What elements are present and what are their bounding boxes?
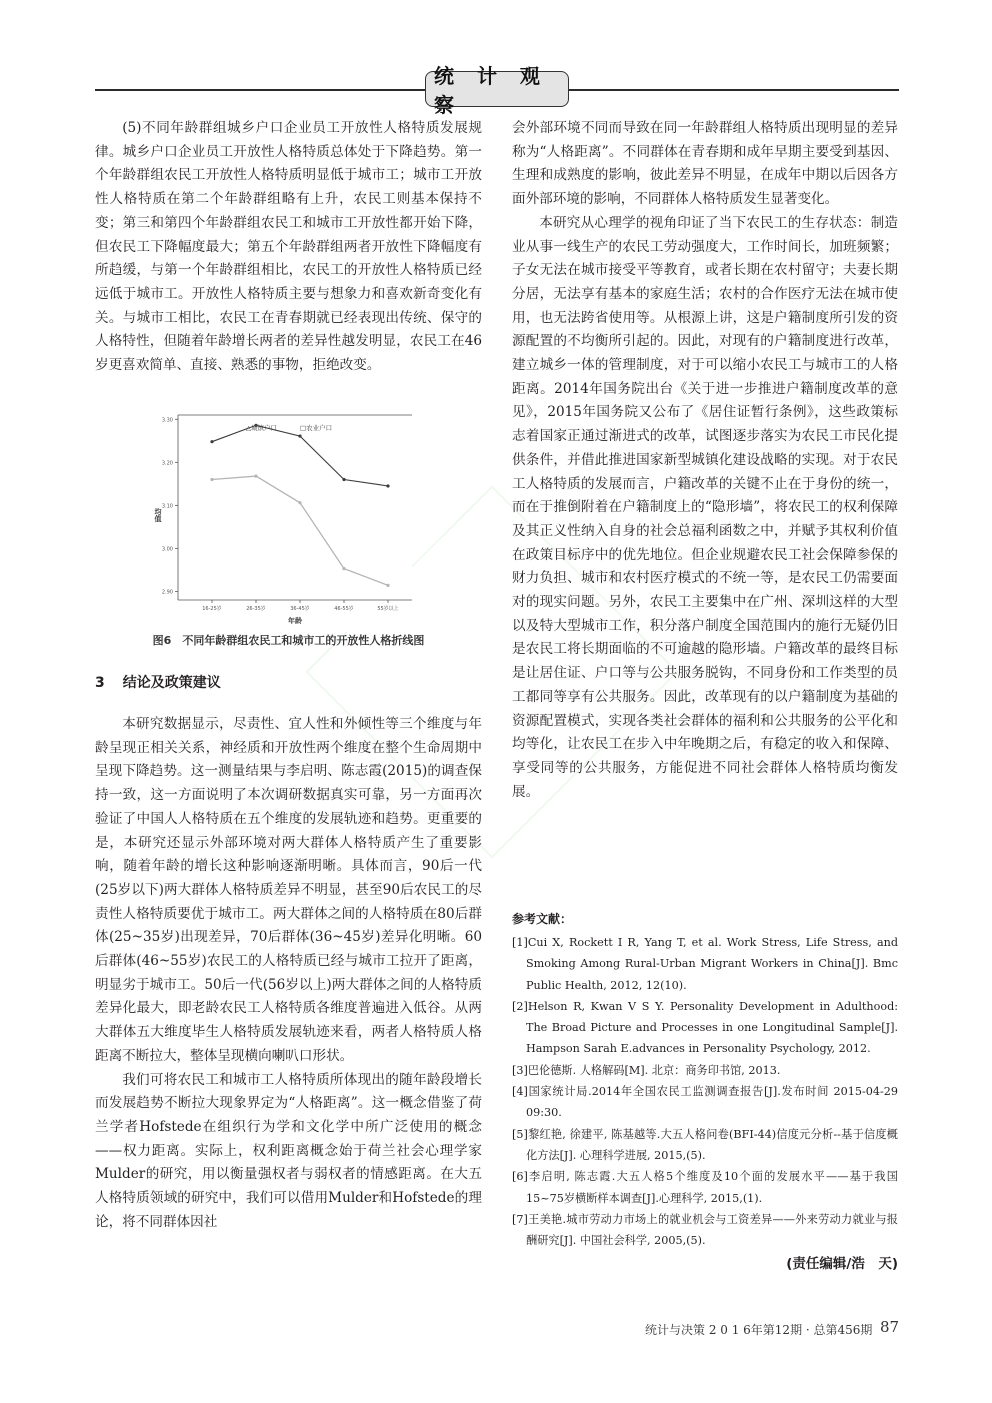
section-heading	[95, 672, 221, 692]
x-tick-label: 36-45岁	[290, 606, 310, 612]
column-header-title: 统 计 观 察	[425, 71, 569, 107]
data-point	[342, 478, 345, 481]
x-tick-label: 55岁以上	[377, 606, 399, 612]
data-point	[298, 434, 301, 437]
left-column-bottom	[95, 713, 482, 1234]
paragraph: 本研究数据显示，尽责性、宜人性和外倾性等三个维度与年龄呈现正相关关系，神经质和开放性两个维度在整个生命周期中呈现下降趋势。这一测量结果与李启明、陈志霞(2015)的调查保持一致，这一方面说明了本次调研数据真实可靠，另一方面再次验证了中国人人格特质在五个维度的发展轨迹和趋势。更重要的是，本研究还显示外部环境对两大群体人格特质产生了重要影响，随着年龄的增长这种影响逐渐明晰。具体而言，90后一代(25岁以下)两大群体人格特质差异不明显，甚至90后农民工的尽责性人格特质要优于城市工。两大群体之间的人格特质在80后群体(25~35岁)出现差异，70后群体(36~45岁)差异化明晰。60后群体(46~55岁)农民工的人格特质已经与城市工拉开了距离，明显劣于城市工。50后一代(56岁以上)两大群体之间的人格特质差异化最大，即老龄农民工人格特质各维度普遍进入低谷。从两大群体五大维度毕生人格特质发展轨迹来看，两者人格特质人格距离不断拉大，整体呈现横向喇叭口形状。	[95, 716, 482, 1064]
chart-background	[150, 412, 412, 632]
references-title: 参考文献：	[512, 912, 573, 926]
data-point	[254, 474, 257, 477]
paragraph: 我们可将农民工和城市工人格特质所体现出的随年龄段增长而发展趋势不断拉大现象界定为“人格距离”。这一概念借鉴了荷兰学者Hofstede在组织行为学和文化学中所广泛使用的概念——权力距离。实际上，权利距离概念始于荷兰社会心理学家Mulder的研究，用以衡量强权者与弱权者的情感距离。在大五人格特质领域的研究中，我们可以借用Mulder和Hofstede的理论，将不同群体因社	[95, 1071, 482, 1230]
x-tick-label: 26-35岁	[246, 606, 266, 612]
paragraph: 会外部环境不同而导致在同一年龄群组人格特质出现明显的差异称为“人格距离”。不同群体在青春期和成年早期主要受到基因、生理和成熟度的影响，彼此差异不明显，在成年中期以后因各方面外部环境的影响，不同群体人格特质发生显著变化。	[512, 120, 898, 208]
paragraph: 本研究从心理学的视角印证了当下农民工的生存状态：制造业从事一线生产的农民工劳动强度大，工作时间长，加班频繁；子女无法在城市接受平等教育，或者长期在农村留守；夫妻长期分居，无法享有基本的家庭生活；农村的合作医疗无法在城市使用，也无法跨省使用等。从根源上讲，这是户籍制度所引发的资源配置的不均衡所引起的。因此，对现有的户籍制度进行改革，建立城乡一体的管理制度，对于可以缩小农民工与城市工的人格距离。2014年国务院出台《关于进一步推进户籍制度改革的意见》，2015年国务院又公布了《居住证暂行条例》，这些政策标志着国家正通过渐进式的改革，试图逐步落实为农民工市民化提供条件，并借此推进国家新型城镇化建设战略的实现。对于农民工人格特质的发展而言，户籍改革的关键不止在于身份的统一，而在于推倒附着在户籍制度上的“隐形墙”，将农民工的权利保障及其正义性纳入自身的社会总福利函数之中，并赋予其权利价值在政策目标序中的优先地位。但企业规避农民工社会保障参保的财力负担、城市和农村医疗模式的不统一等，是农民工仍需要面对的现实问题。另外，农民工主要集中在广州、深圳这样的大型以及特大型城市工作，积分落户制度全国范围内的施行无疑仍旧是农民工将长期面临的不可逾越的隐形墙。户籍改革的最终目标是让居住证、户口等与公共服务脱钩，不同身份和工作类型的员工都同等享有公共服务。因此，改革现有的以户籍制度为基础的资源配置模式，实现各类社会群体的福利和公共服务的公平化和均等化，让农民工在步入中年晚期之后，有稳定的收入和保障、享受同等的公共服务，方能促进不同社会群体人格特质均衡发展。	[512, 214, 898, 800]
legend-urban: △城镇户口	[246, 424, 277, 432]
x-axis-label: 年龄	[288, 617, 302, 625]
reference-item: [1]Cui X, Rockett I R, Yang T, et al. Work Stress, Life Stress, and Smoking Among Rural-Urban Migrant Workers in China[J]. Bmc Public Health, 2012, 12(10).	[512, 936, 898, 992]
x-tick-label: 16-25岁	[202, 606, 222, 612]
y-axis-label: 均值	[154, 508, 162, 522]
reference-item: [4]国家统计局.2014年全国农民工监测调查报告[J].发布时间 2015-04-29 09:30.	[512, 1085, 898, 1120]
reference-item: [5]黎红艳, 徐建平, 陈基越等.大五人格问卷(BFI-44)信度元分析--基于信度概化方法[J]. 心理科学进展, 2015,(5).	[512, 1127, 898, 1162]
journal-footer: 统计与决策 2 0 1 6年第12期 · 总第456期	[645, 1323, 873, 1337]
figure-caption: 图6 不同年龄群组农民工和城市工的开放性人格折线图	[152, 634, 425, 647]
header-rule-left	[95, 89, 425, 91]
header-rule-right	[569, 89, 899, 91]
y-tick-label: 3.10	[161, 503, 173, 510]
reference-item: [6]李启明, 陈志霞.大五人格5个维度及10个面的发展水平——基于我国15~75岁横断样本调查[J].心理科学, 2015,(1).	[512, 1170, 898, 1205]
references-list	[512, 932, 898, 1251]
reference-item: [3]巴伦德斯. 人格解码[M]. 北京：商务印书馆, 2013.	[512, 1063, 781, 1077]
data-point	[210, 478, 213, 481]
data-point	[210, 440, 213, 443]
legend-rural: □农业户口	[300, 424, 333, 432]
section-number: 3	[95, 675, 105, 691]
left-column-top	[95, 117, 482, 378]
figure-6-chart	[150, 412, 412, 632]
y-tick-label: 2.90	[161, 589, 173, 596]
y-tick-label: 3.20	[161, 460, 173, 467]
responsible-editor: (责任编辑/浩 天)	[786, 1256, 898, 1272]
data-point	[342, 567, 345, 570]
section-title: 结论及政策建议	[122, 675, 221, 691]
data-point	[386, 584, 389, 587]
reference-item: [2]Helson R, Kwan V S Y. Personality Development in Adulthood: The Broad Picture and Processes in one Longitudinal Sample[J]. Hampson Sarah E.advances in Personality Psychology, 2012.	[512, 999, 898, 1056]
right-column	[512, 117, 898, 804]
y-tick-label: 3.00	[161, 546, 173, 553]
y-tick-label: 3.30	[161, 417, 173, 424]
data-point	[386, 484, 389, 487]
paragraph: (5)不同年龄群组城乡户口企业员工开放性人格特质发展规律。城乡户口企业员工开放性人格特质总体处于下降趋势。第一个年龄群组农民工开放性人格特质明显低于城市工；城市工开放性人格特质在第二个年龄群组略有上升，农民工则基本保持不变；第三和第四个年龄群组农民工和城市工开放性都开始下降，但农民工下降幅度最大；第五个年龄群组两者开放性下降幅度有所趋缓，与第一个年龄群组相比，农民工的开放性人格特质已经远低于城市工。开放性人格特质主要与想象力和喜欢新奇变化有关。与城市工相比，农民工在青春期就已经表现出传统、保守的人格特性，但随着年龄增长两者的差异性越发明显，农民工在46岁更喜欢简单、直接、熟悉的事物，拒绝改变。	[95, 120, 482, 374]
data-point	[298, 501, 301, 504]
reference-item: [7]王美艳.城市劳动力市场上的就业机会与工资差异——外来劳动力就业与报酬研究[J]. 中国社会科学, 2005,(5).	[512, 1212, 898, 1248]
page-number: 87	[880, 1318, 900, 1336]
x-tick-label: 46-55岁	[334, 606, 354, 612]
line-chart	[150, 412, 412, 632]
